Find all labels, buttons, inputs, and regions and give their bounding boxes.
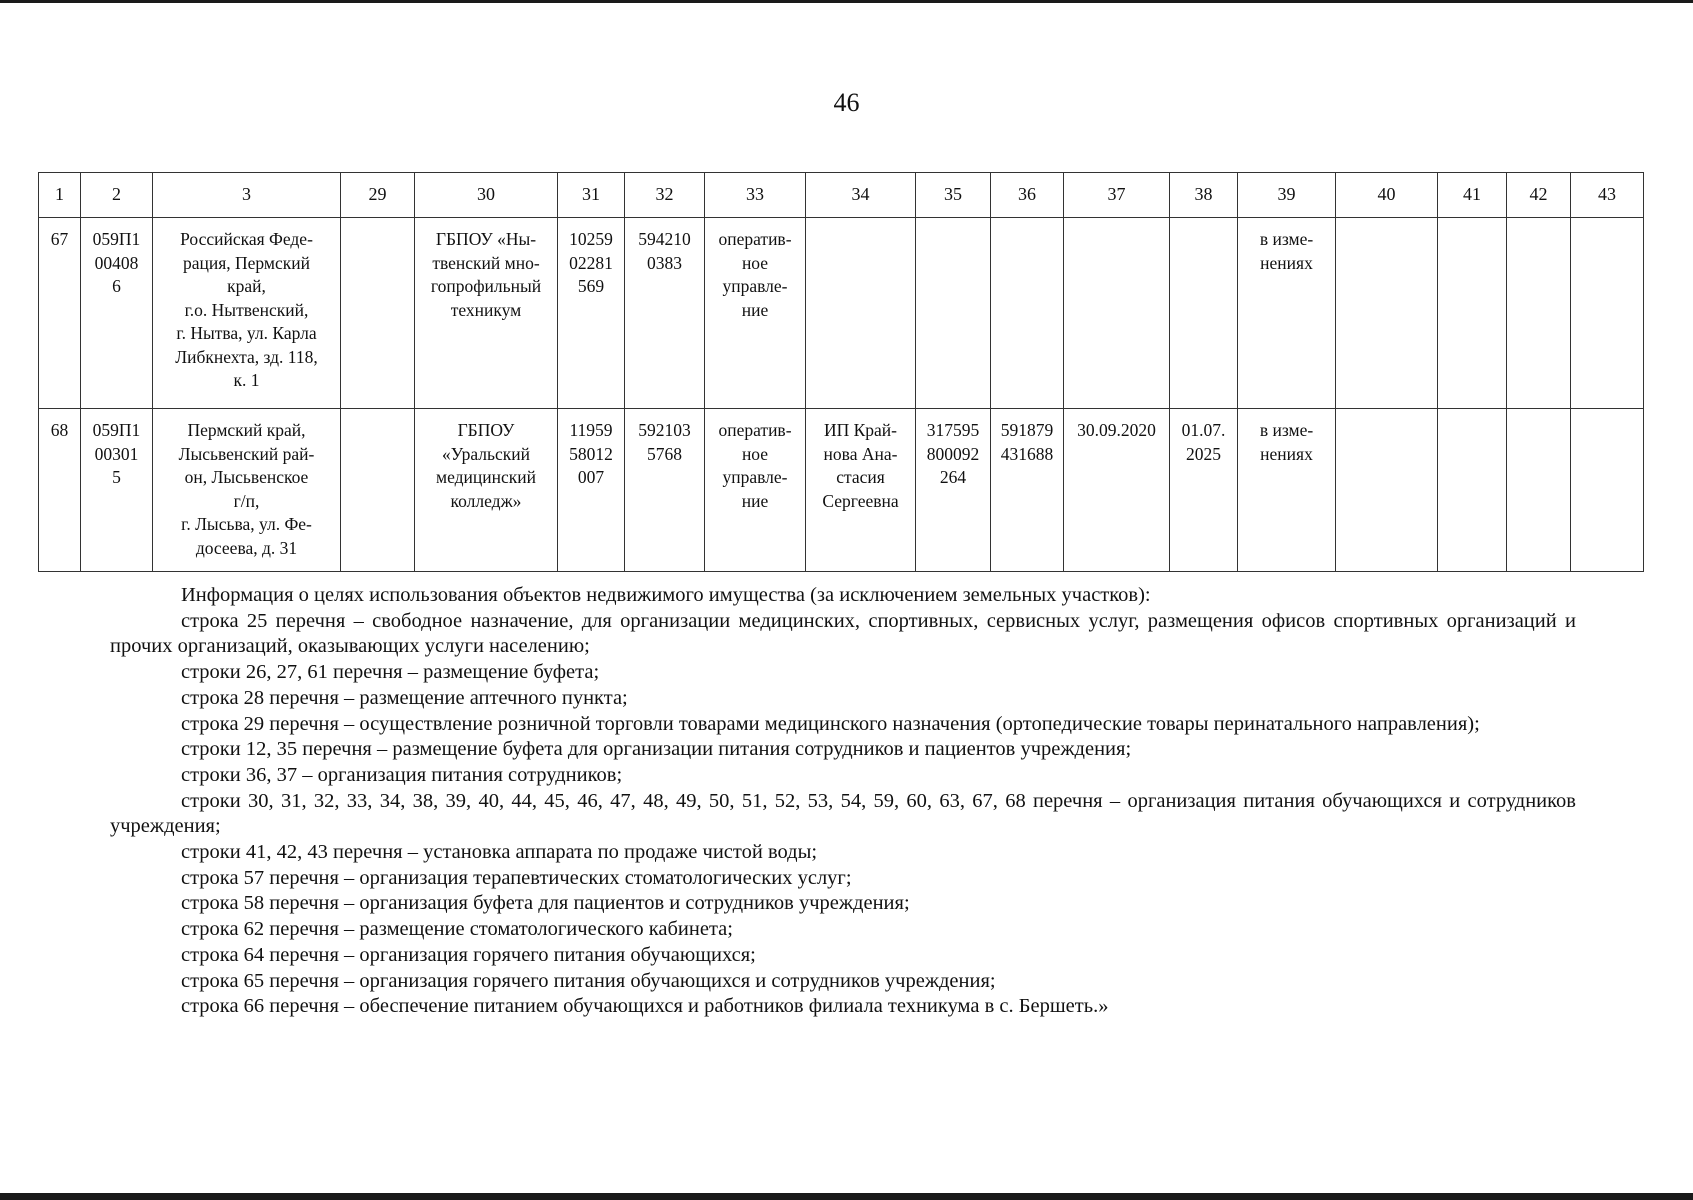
table-cell — [916, 218, 991, 409]
table-cell — [1336, 218, 1438, 409]
column-header: 30 — [415, 173, 558, 218]
table-row — [39, 218, 1644, 409]
column-header: 41 — [1438, 173, 1507, 218]
usage-purpose-line: строка 28 перечня – размещение аптечного пункта; — [181, 686, 628, 709]
usage-purpose-line: строки 41, 42, 43 перечня – установка аппарата по продаже чистой воды; — [181, 841, 818, 864]
table-cell: 591879 431688 — [991, 409, 1064, 572]
usage-purpose-line: строки 36, 37 – организация питания сотрудников; — [181, 763, 623, 786]
table-cell — [1336, 409, 1438, 572]
table-cell: 10259 02281 569 — [558, 218, 625, 409]
table-cell: 592103 5768 — [625, 409, 705, 572]
column-header: 29 — [341, 173, 415, 218]
table-cell — [1571, 409, 1644, 572]
column-header: 35 — [916, 173, 991, 218]
usage-purposes-section — [110, 583, 1576, 1020]
table-cell: Пермский край, Лысьвенский рай- он, Лысьвенское г/п, г. Лысьва, ул. Фе- досеева, д. 31 — [153, 409, 341, 572]
column-header: 42 — [1507, 173, 1571, 218]
scan-top-edge — [0, 0, 1693, 3]
table-cell: 059П1 00408 6 — [81, 218, 153, 409]
usage-purpose-line: строка 25 перечня – свободное назначение, для организации медицинских, спортивных, сервисных услуг, размещения офисов спортивных организаций и прочих организаций, оказывающих услуги населению; — [110, 609, 1576, 658]
column-header: 39 — [1238, 173, 1336, 218]
column-header: 36 — [991, 173, 1064, 218]
table-cell — [1170, 218, 1238, 409]
column-header: 34 — [806, 173, 916, 218]
table-cell — [1438, 218, 1507, 409]
table-cell — [991, 218, 1064, 409]
table-cell — [341, 218, 415, 409]
column-header: 43 — [1571, 173, 1644, 218]
table-cell — [806, 218, 916, 409]
column-header: 1 — [39, 173, 81, 218]
column-header: 37 — [1064, 173, 1170, 218]
table-cell: оператив- ное управле- ние — [705, 409, 806, 572]
usage-purpose-line: строка 65 перечня – организация горячего питания обучающихся и сотрудников учреждения; — [181, 969, 996, 992]
column-header: 38 — [1170, 173, 1238, 218]
usage-purpose-line: строка 66 перечня – обеспечение питанием обучающихся и работников филиала техникума в с. Бершеть.» — [181, 995, 1109, 1018]
usage-purpose-line: строка 62 перечня – размещение стоматологического кабинета; — [181, 918, 733, 941]
table-cell: 01.07. 2025 — [1170, 409, 1238, 572]
table-cell: оператив- ное управле- ние — [705, 218, 806, 409]
usage-purposes-heading: Информация о целях использования объектов недвижимого имущества (за исключением земельных участков): — [181, 584, 1151, 606]
table-cell: ИП Край- нова Ана- стасия Сергеевна — [806, 409, 916, 572]
table-cell — [341, 409, 415, 572]
usage-purpose-line: строка 29 перечня – осуществление розничной торговли товарами медицинского назначения (ортопедические товары перинатального направления); — [181, 712, 1480, 735]
table-cell: в изме- нениях — [1238, 218, 1336, 409]
table-cell — [1507, 409, 1571, 572]
table-cell: 67 — [39, 218, 81, 409]
usage-purpose-line: строки 26, 27, 61 перечня – размещение буфета; — [181, 661, 600, 684]
table-cell: 68 — [39, 409, 81, 572]
table-cell — [1064, 218, 1170, 409]
usage-purpose-line: строка 58 перечня – организация буфета для пациентов и сотрудников учреждения; — [181, 892, 910, 915]
usage-purpose-line: строки 12, 35 перечня – размещение буфета для организации питания сотрудников и пациентов учреждения; — [181, 738, 1132, 761]
table-row — [39, 409, 1644, 572]
scan-bottom-edge — [0, 1193, 1693, 1200]
column-header: 40 — [1336, 173, 1438, 218]
column-header: 33 — [705, 173, 806, 218]
table-header-row — [39, 173, 1644, 218]
table-cell: в изме- нениях — [1238, 409, 1336, 572]
table-cell — [1571, 218, 1644, 409]
page-number: 46 — [833, 88, 860, 117]
table-cell: ГБПОУ «Уральский медицинский колледж» — [415, 409, 558, 572]
usage-purpose-line: строка 57 перечня – организация терапевтических стоматологических услуг; — [181, 866, 852, 889]
table-cell — [1438, 409, 1507, 572]
table-cell: ГБПОУ «Ны- твенский мно- гопрофильный техникум — [415, 218, 558, 409]
column-header: 2 — [81, 173, 153, 218]
usage-purpose-line: строка 64 перечня – организация горячего питания обучающихся; — [181, 943, 756, 966]
column-header: 31 — [558, 173, 625, 218]
table-cell: 594210 0383 — [625, 218, 705, 409]
table-cell — [1507, 218, 1571, 409]
column-header: 32 — [625, 173, 705, 218]
table-cell: 30.09.2020 — [1064, 409, 1170, 572]
table-cell: 059П1 00301 5 — [81, 409, 153, 572]
column-header: 3 — [153, 173, 341, 218]
table-cell: Российская Феде- рация, Пермский край, г.о. Нытвенский, г. Нытва, ул. Карла Либкнехта, зд. 118, к. 1 — [153, 218, 341, 409]
table-cell: 317595 800092 264 — [916, 409, 991, 572]
table-cell: 11959 58012 007 — [558, 409, 625, 572]
property-registry-table — [38, 172, 1644, 572]
usage-purpose-line: строки 30, 31, 32, 33, 34, 38, 39, 40, 44, 45, 46, 47, 48, 49, 50, 51, 52, 53, 54, 59, 60, 63, 67, 68 перечня – организация питания обучающихся и сотрудников учреждения; — [110, 789, 1576, 838]
